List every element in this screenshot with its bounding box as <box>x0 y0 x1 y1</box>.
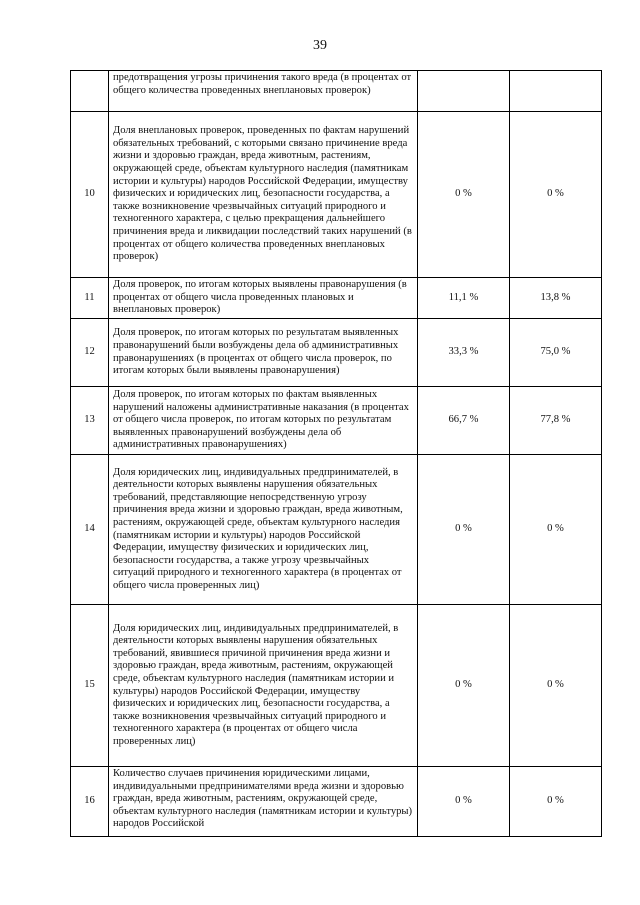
indicator-description: предотвращения угрозы причинения такого вреда (в процентах от общего количества проведенных внеплановых проверок) <box>109 71 418 112</box>
value-col-2: 0 % <box>510 767 602 837</box>
table-row <box>71 278 602 319</box>
value-col-2: 75,0 % <box>510 319 602 387</box>
value-col-1: 11,1 % <box>418 278 510 319</box>
page-number: 39 <box>313 38 327 53</box>
table-row <box>71 71 602 112</box>
table-row <box>71 455 602 605</box>
value-col-1: 0 % <box>418 605 510 767</box>
value-col-2 <box>510 71 602 112</box>
table-row <box>71 387 602 455</box>
indicator-description: Доля проверок, по итогам которых по результатам выявленных правонарушений были возбуждены дела об административных правонарушениях (в процентах от общего числа проверок, по итогам которых были выявлены правонарушения) <box>109 319 418 387</box>
value-col-2: 77,8 % <box>510 387 602 455</box>
row-number: 16 <box>71 767 109 837</box>
value-col-1: 0 % <box>418 112 510 278</box>
table-row <box>71 605 602 767</box>
value-col-2: 0 % <box>510 112 602 278</box>
indicator-description: Количество случаев причинения юридическими лицами, индивидуальными предпринимателями вреда жизни и здоровью граждан, вреда животным, растениям, окружающей среде, объектам культурного наследия (памятникам истории и культуры) народов Российской <box>109 767 418 837</box>
indicator-description: Доля проверок, по итогам которых выявлены правонарушения (в процентах от общего числа проведенных плановых и внеплановых проверок) <box>109 278 418 319</box>
row-number: 15 <box>71 605 109 767</box>
row-number: 12 <box>71 319 109 387</box>
value-col-2: 13,8 % <box>510 278 602 319</box>
value-col-2: 0 % <box>510 605 602 767</box>
indicator-description: Доля юридических лиц, индивидуальных предпринимателей, в деятельности которых выявлены нарушения обязательных требований, представляющие непосредственную угрозу причинения вреда жизни и здоровью граждан, вреда животным, растениям, окружающей среде, объектам культурного наследия (памятникам истории и культуры) народов Российской Федерации, имуществу физических и юридических лиц, безопасности государства, а также угрозу чрезвычайных ситуаций природного и техногенного характера (в процентах от общего числа проверенных лиц) <box>109 455 418 605</box>
indicator-description: Доля проверок, по итогам которых по фактам выявленных нарушений наложены административные наказания (в процентах от общего числа проверок, по итогам которых по результатам выявленных правонарушений возбуждены дела об административных правонарушениях) <box>109 387 418 455</box>
value-col-2: 0 % <box>510 455 602 605</box>
value-col-1: 33,3 % <box>418 319 510 387</box>
indicators-table <box>70 70 602 837</box>
table-row <box>71 319 602 387</box>
row-number: 11 <box>71 278 109 319</box>
value-col-1: 66,7 % <box>418 387 510 455</box>
row-number: 13 <box>71 387 109 455</box>
value-col-1: 0 % <box>418 767 510 837</box>
indicator-description: Доля юридических лиц, индивидуальных предпринимателей, в деятельности которых выявлены нарушения обязательных требований, явившиеся причиной причинения вреда жизни и здоровью граждан, вреда животным, растениям, окружающей среде, объектам культурного наследия (памятникам истории и культуры) народов Российской Федерации, имуществу физических и юридических лиц, безопасности государства, а также возникновения чрезвычайных ситуаций природного и техногенного характера (в процентах от общего числа проверенных лиц) <box>109 605 418 767</box>
row-number: 10 <box>71 112 109 278</box>
row-number: 14 <box>71 455 109 605</box>
value-col-1 <box>418 71 510 112</box>
value-col-1: 0 % <box>418 455 510 605</box>
row-number <box>71 71 109 112</box>
table-row <box>71 767 602 837</box>
indicator-description: Доля внеплановых проверок, проведенных по фактам нарушений обязательных требований, с которыми связано причинение вреда жизни и здоровью граждан, вреда животным, растениям, окружающей среде, объектам культурного наследия (памятникам истории и культуры) народов Российской Федерации, имуществу физических и юридических лиц, безопасности государства, а также возникновение чрезвычайных ситуаций природного и техногенного характера, с целью прекращения дальнейшего причинения вреда и ликвидации последствий таких нарушений (в процентах от общего количества проведенных внеплановых проверок) <box>109 112 418 278</box>
table-row <box>71 112 602 278</box>
